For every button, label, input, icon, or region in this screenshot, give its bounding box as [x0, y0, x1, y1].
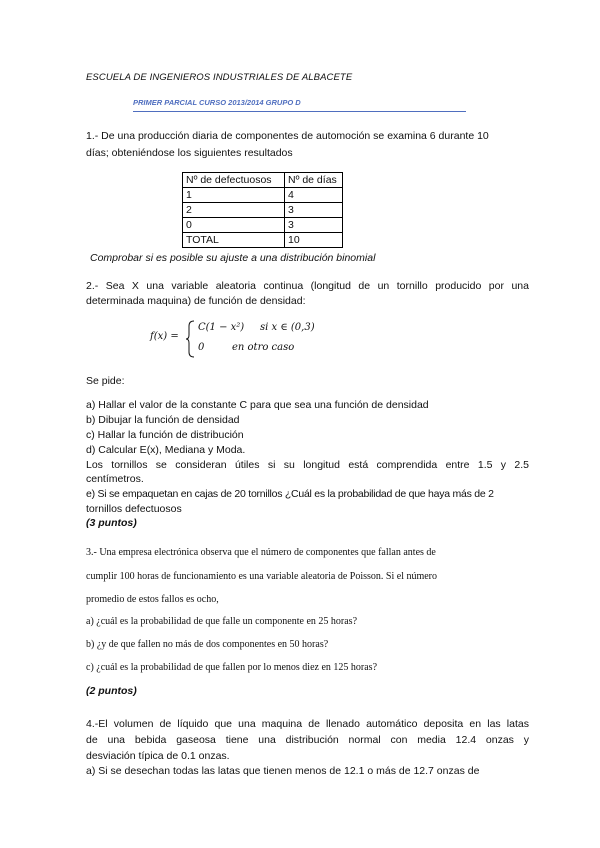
school-name: ESCUELA DE INGENIEROS INDUSTRIALES DE ALBACETE — [86, 72, 353, 83]
q1-line1: 1.- De una producción diaria de componentes de automoción se examina 6 durante 10 — [86, 130, 489, 142]
q3-item-c: c) ¿cuál es la probabilidad de que fallen por lo menos diez en 125 horas? — [86, 662, 378, 673]
table-cell: 1 — [183, 188, 285, 203]
formula-case2-expr: 0 — [198, 342, 205, 353]
table-header-cell: Nº de días — [285, 173, 343, 188]
formula-case1-cond: si x ∈ (0,3) — [260, 322, 315, 333]
table-cell: 2 — [183, 203, 285, 218]
table-cell: 4 — [285, 188, 343, 203]
q4-line3: desviación típica de 0.1 onzas. — [86, 750, 230, 762]
exam-subheading: PRIMER PARCIAL CURSO 2013/2014 GRUPO D — [133, 98, 301, 107]
table-row — [183, 203, 343, 218]
table-header-row — [183, 173, 343, 188]
header-rule — [133, 111, 466, 112]
defects-table — [182, 172, 343, 248]
q3-line2: cumplir 100 horas de funcionamiento es una variable aleatoria de Poisson. Si el número — [86, 571, 438, 582]
left-brace-icon — [186, 320, 196, 358]
q2-se-pide: Se pide: — [86, 375, 125, 387]
q1-line2: días; obteniéndose los siguientes resultados — [86, 147, 293, 159]
q2-tornillos-line2: centímetros. — [86, 473, 144, 485]
q4-line1: 4.-El volumen de líquido que una maquina de llenado automático deposita en las latas — [86, 718, 529, 730]
q4-line2: de una bebida gaseosa tiene una distribución normal con media 12.4 onzas y — [86, 734, 529, 746]
table-cell: 0 — [183, 218, 285, 233]
table-cell: 3 — [285, 218, 343, 233]
table-cell: 3 — [285, 203, 343, 218]
q1-note: Comprobar si es posible su ajuste a una distribución binomial — [90, 252, 376, 264]
q2-item-d: d) Calcular E(x), Mediana y Moda. — [86, 444, 246, 456]
q3-item-b: b) ¿y de que fallen no más de dos componentes en 50 horas? — [86, 639, 329, 650]
formula-lhs: f(x) = — [150, 331, 179, 342]
formula-case1-expr: C(1 − x²) — [198, 322, 245, 333]
q2-item-e-line1: e) Si se empaquetan en cajas de 20 tornillos ¿Cuál es la probabilidad de que haya más de 2 — [86, 488, 494, 500]
table-row — [183, 188, 343, 203]
q2-item-b: b) Dibujar la función de densidad — [86, 414, 240, 426]
q2-points: (3 puntos) — [86, 517, 137, 529]
q4-item-a: a) Si se desechan todas las latas que tienen menos de 12.1 o más de 12.7 onzas de — [86, 765, 480, 777]
q2-item-a: a) Hallar el valor de la constante C para que sea una función de densidad — [86, 399, 429, 411]
table-row — [183, 218, 343, 233]
q3-line3: promedio de estos fallos es ocho, — [86, 594, 219, 605]
table-cell: 10 — [285, 233, 343, 248]
q3-line1: 3.- Una empresa electrónica observa que el número de componentes que fallan antes de — [86, 547, 436, 558]
q2-item-c: c) Hallar la función de distribución — [86, 429, 244, 441]
q3-points: (2 puntos) — [86, 685, 137, 697]
formula-case2-cond: en otro caso — [232, 342, 295, 353]
q2-line1: 2.- Sea X una variable aleatoria continua (longitud de un tornillo producido por una — [86, 280, 529, 292]
q3-item-a: a) ¿cuál es la probabilidad de que falle un componente en 25 horas? — [86, 616, 358, 627]
q2-item-e-line2: tornillos defectuosos — [86, 503, 182, 515]
table-header-cell: Nº de defectuosos — [183, 173, 285, 188]
table-cell: TOTAL — [183, 233, 285, 248]
table-row — [183, 233, 343, 248]
q2-tornillos-line1: Los tornillos se consideran útiles si su longitud está comprendida entre 1.5 y 2.5 — [86, 459, 529, 471]
density-formula — [150, 318, 350, 360]
q2-line2: determinada maquina) de función de densidad: — [86, 295, 306, 307]
